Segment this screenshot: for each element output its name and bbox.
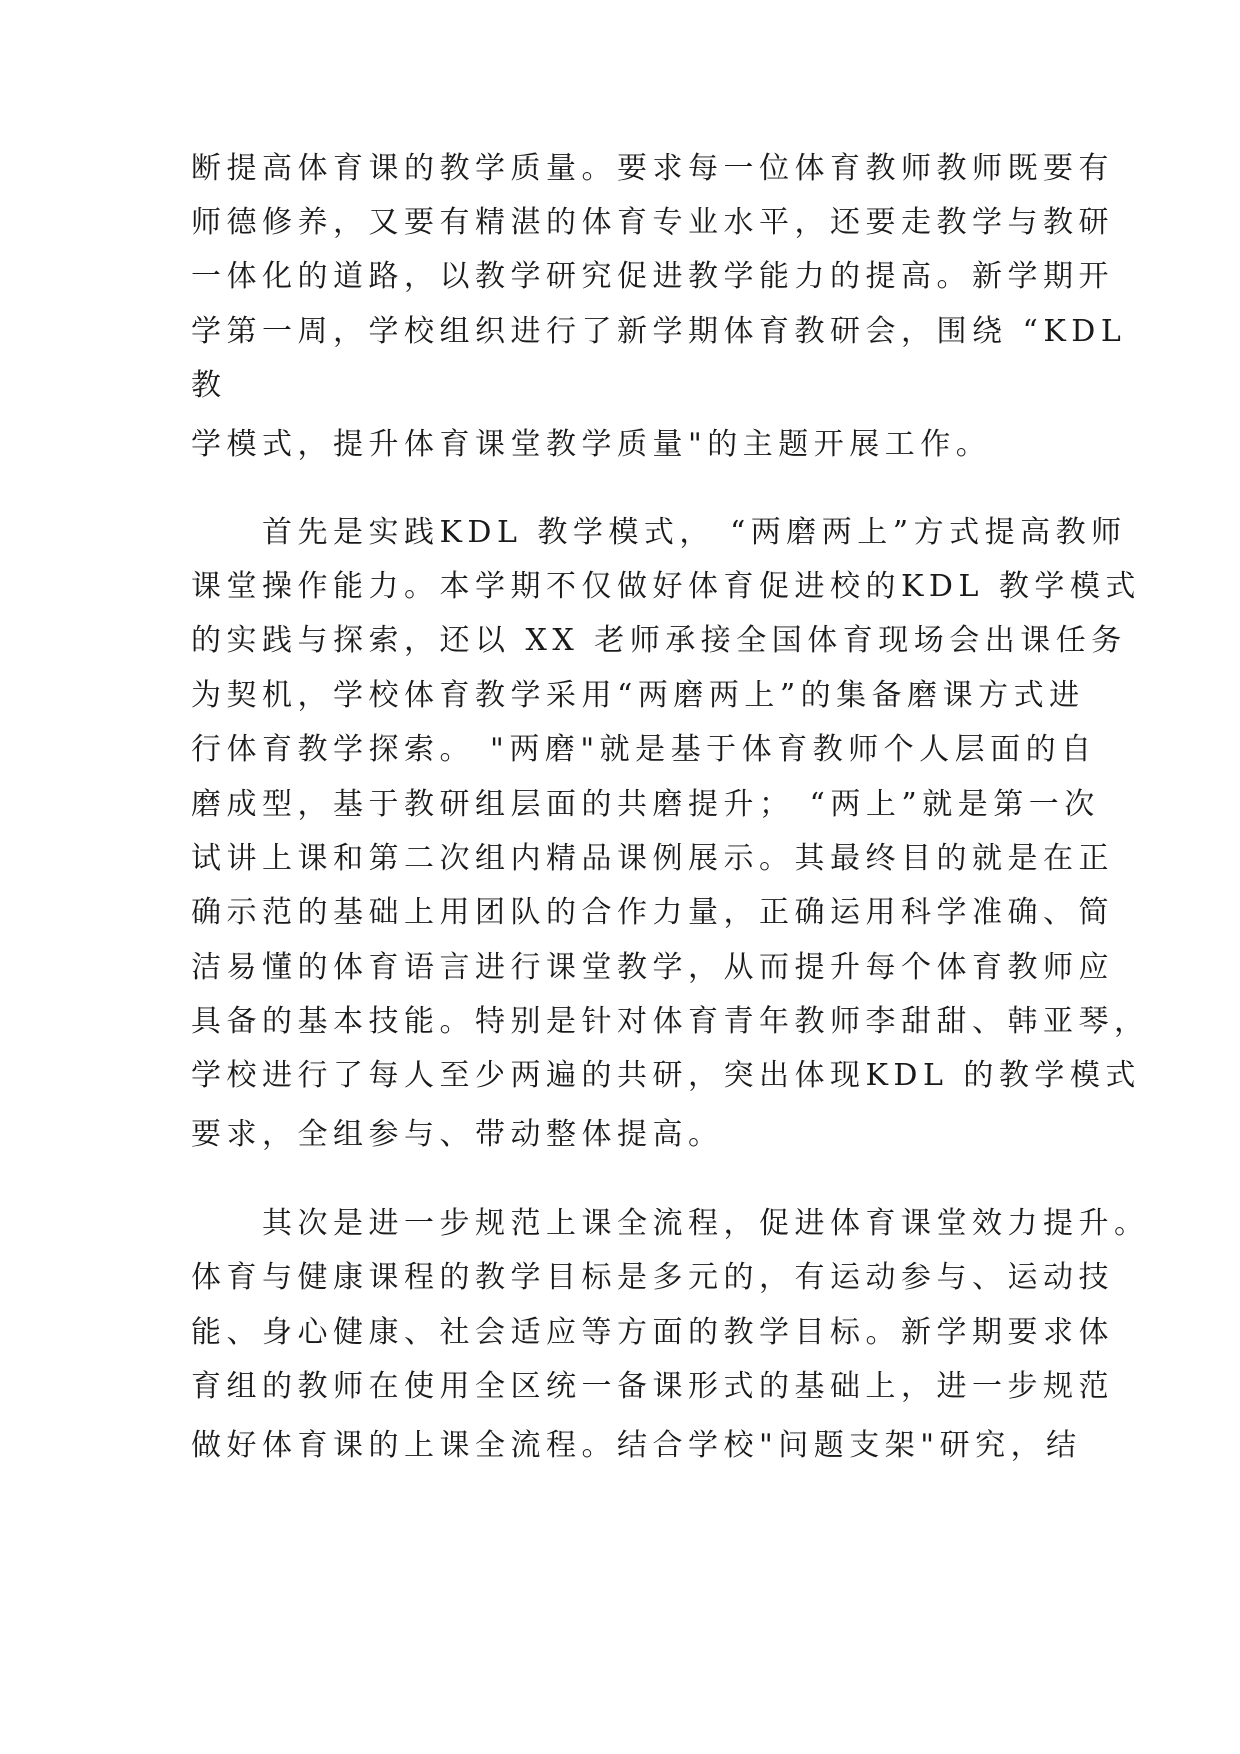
- text-line: 学校进行了每人至少两遍的共研，突出体现KDL 的教学模式: [191, 1058, 1141, 1093]
- text-line: 做好体育课的上课全流程。结合学校"问题支架"研究，结: [191, 1428, 1082, 1463]
- text-line: 师德修养，又要有精湛的体育专业水平，还要走教学与教研: [191, 205, 1114, 240]
- text-line: 体育与健康课程的教学目标是多元的，有运动参与、运动技: [191, 1260, 1114, 1295]
- text-line: 试讲上课和第二次组内精品课例展示。其最终目的就是在正: [191, 841, 1114, 876]
- text-line: 的实践与探索，还以 XX 老师承接全国体育现场会出课任务: [191, 623, 1127, 658]
- text-line: 学模式，提升体育课堂教学质量"的主题开展工作。: [191, 427, 992, 462]
- text-line: 育组的教师在使用全区统一备课形式的基础上，进一步规范: [191, 1369, 1114, 1404]
- text-line: 行体育教学探索。 "两磨"就是基于体育教师个人层面的自: [191, 732, 1097, 767]
- text-line: 学第一周，学校组织进行了新学期体育教研会，围绕 “KDL: [191, 314, 1127, 349]
- text-line: 确示范的基础上用团队的合作力量，正确运用科学准确、简: [191, 895, 1114, 930]
- text-line: 断提高体育课的教学质量。要求每一位体育教师教师既要有: [191, 151, 1114, 186]
- text-line: 一体化的道路，以教学研究促进教学能力的提高。新学期开: [191, 259, 1114, 294]
- text-line: 课堂操作能力。本学期不仅做好体育促进校的KDL 教学模式: [191, 569, 1141, 604]
- text-line: 教: [191, 368, 227, 403]
- text-line: 磨成型，基于教研组层面的共磨提升； “两上”就是第一次: [191, 787, 1100, 822]
- text-line: 洁易懂的体育语言进行课堂教学，从而提升每个体育教师应: [191, 950, 1114, 985]
- text-line: 要求，全组参与、带动整体提高。: [191, 1117, 724, 1152]
- paragraph-first-line: 其次是进一步规范上课全流程，促进体育课堂效力提升。: [262, 1206, 1150, 1241]
- text-line: 为契机，学校体育教学采用“两磨两上”的集备磨课方式进: [191, 678, 1085, 713]
- paragraph-first-line: 首先是实践KDL 教学模式， “两磨两上”方式提高教师: [262, 515, 1127, 550]
- text-line: 具备的基本技能。特别是针对体育青年教师李甜甜、韩亚琴，: [191, 1004, 1150, 1039]
- text-line: 能、身心健康、社会适应等方面的教学目标。新学期要求体: [191, 1315, 1114, 1350]
